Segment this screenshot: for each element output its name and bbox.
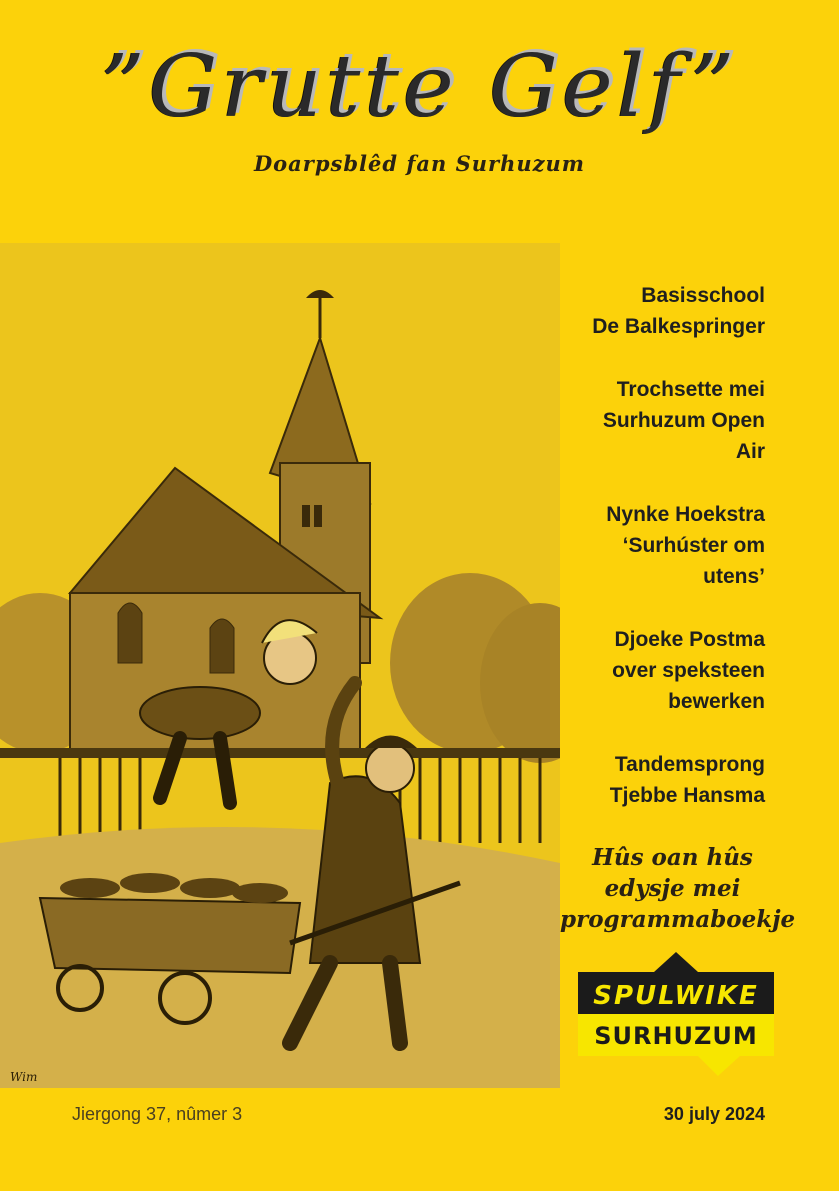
headline-line: utens’	[703, 565, 765, 588]
promo-line: programmaboekje	[560, 906, 796, 933]
headline-line: Surhuzum Open	[602, 409, 765, 432]
headline-line: De Balkespringer	[592, 315, 765, 338]
headline-line: ‘Surhúster om	[622, 534, 765, 557]
spulwike-logo-graphic	[578, 952, 774, 1078]
magazine-subtitle: Doarpsblêd fan Surhuzum	[253, 150, 586, 176]
artist-signature: Wim	[10, 1070, 38, 1084]
logo-top-text: SPULWIKE	[593, 981, 759, 1011]
headline-line: Nynke Hoekstra	[606, 503, 765, 526]
promo-line: Hûs oan hûs	[592, 844, 753, 871]
promo-text	[560, 842, 796, 935]
headline-item	[570, 749, 765, 811]
headline-line: Djoeke Postma	[614, 628, 765, 651]
headline-item	[570, 374, 765, 467]
cover-illustration	[0, 243, 560, 1088]
headline-line: Trochsette mei	[616, 378, 765, 401]
issue-date: 30 july 2024	[663, 1104, 765, 1124]
headline-line: Basisschool	[641, 284, 765, 307]
cover-illustration-drawing	[0, 243, 560, 1088]
headline-line: Air	[735, 440, 765, 463]
masthead	[0, 37, 839, 176]
logo-bottom-text: SURHUZUM	[594, 1022, 758, 1050]
headline-line: Tandemsprong	[614, 753, 765, 776]
headline-line: Tjebbe Hansma	[609, 784, 765, 807]
promo-line: edysje mei	[604, 875, 741, 902]
issue-info: Jiergong 37, nûmer 3	[72, 1104, 243, 1124]
headline-item	[570, 499, 765, 592]
headlines-list	[570, 280, 765, 843]
headline-line: over speksteen	[612, 659, 765, 682]
magazine-title: ”Grutte Gelf”	[100, 37, 739, 137]
headline-item	[570, 624, 765, 717]
headline-line: bewerken	[668, 690, 765, 713]
headline-item	[570, 280, 765, 342]
spulwike-logo	[578, 952, 774, 1078]
